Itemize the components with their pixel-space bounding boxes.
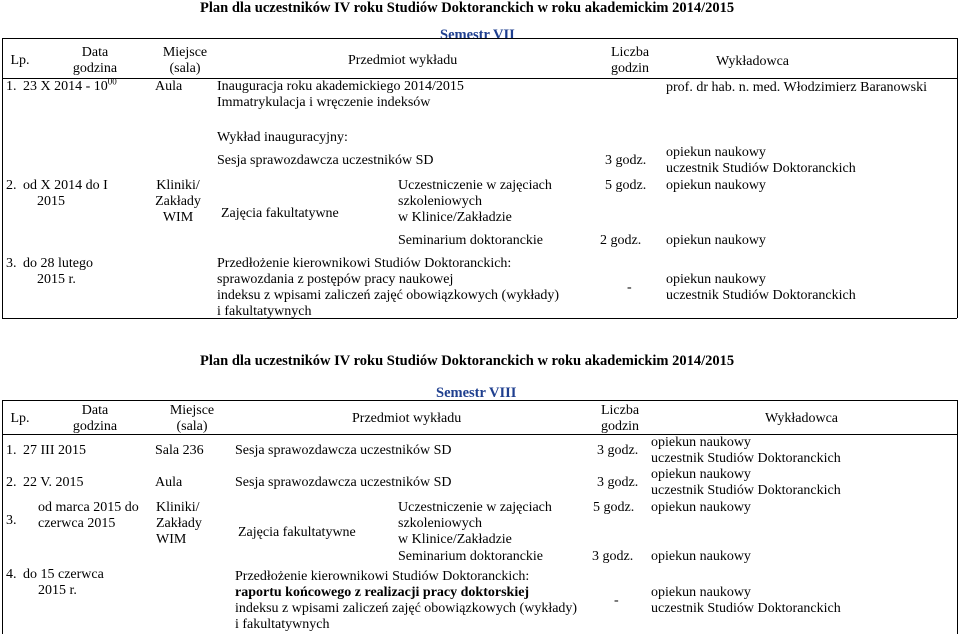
- row2-place-line3: WIM: [162, 210, 194, 225]
- p2-row4-subject-line4: i fakultatywnych: [235, 617, 330, 632]
- table2-border-right: [957, 400, 958, 634]
- row3-date-line1: do 28 lutego: [23, 256, 93, 271]
- row2-seminar: Seminarium doktoranckie: [398, 233, 544, 248]
- row1-subject-line1: Inauguracja roku akademickiego 2014/2015: [217, 79, 464, 94]
- p2-row1-lecturer-1: opiekun naukowy: [651, 435, 751, 450]
- row2-place-line1: Kliniki/: [156, 178, 200, 193]
- p2-row4-lecturer-2: uczestnik Studiów Doktoranckich: [651, 601, 841, 616]
- p2-row1-lecturer-2: uczestnik Studiów Doktoranckich: [651, 451, 841, 466]
- row2-elective: Zajęcia fakultatywne: [221, 206, 339, 221]
- row3-subject-line2: sprawozdania z postępów pracy naukowej: [217, 272, 454, 287]
- table1-border-left: [2, 38, 3, 318]
- p2-row2-lp: 2.: [6, 475, 17, 490]
- header2-godzina: godzina: [72, 419, 118, 434]
- table1-line-header: [2, 78, 957, 79]
- header2-przedmiot: Przedmiot wykładu: [352, 411, 462, 426]
- row3-lecturer-2: uczestnik Studiów Doktoranckich: [666, 288, 856, 303]
- header-miejsce: Miejsce: [162, 45, 208, 60]
- header-godzina: godzina: [72, 61, 118, 76]
- p2-row3-elective: Zajęcia fakultatywne: [238, 525, 356, 540]
- p2-row3-date-line1: od marca 2015 do: [38, 500, 139, 515]
- row2-date-line2: 2015: [37, 194, 65, 209]
- p2-row4-subject-line3: indeksu z wpisami zaliczeń zajęć obowiązkowych (wykłady): [235, 601, 578, 616]
- row1-lp: 1.: [6, 79, 17, 94]
- plan-1-title: Plan dla uczestników IV roku Studiów Doktoranckich w roku akademickim 2014/2015: [200, 0, 735, 16]
- row2-seminar-lecturer: opiekun naukowy: [666, 233, 766, 248]
- row3-lp: 3.: [6, 256, 17, 271]
- table2-line-header: [2, 434, 957, 435]
- p2-row4-date-line2: 2015 r.: [38, 583, 77, 598]
- header-wykladowca: Wykładowca: [716, 54, 790, 69]
- header-liczba: Liczba: [610, 45, 650, 60]
- row1-subject-line2: Immatrykulacja i wręczenie indeksów: [217, 95, 431, 110]
- p2-row3-place-line1: Kliniki/: [156, 500, 200, 515]
- p2-row2-subject: Sesja sprawozdawcza uczestników SD: [235, 475, 452, 490]
- plan-2-semester: Semestr VIII: [436, 385, 517, 401]
- p2-row3-participation-line2: szkoleniowych: [398, 516, 482, 531]
- header2-lp: Lp.: [10, 411, 30, 426]
- header2-godzin: godzin: [600, 419, 640, 434]
- row2-seminar-hours: 2 godz.: [600, 233, 642, 248]
- row2-participation-line3: w Klinice/Zakładzie: [398, 210, 512, 225]
- header2-liczba: Liczba: [600, 403, 640, 418]
- row2-date-line1: od X 2014 do I: [23, 178, 108, 193]
- row2-participation-hours: 5 godz.: [605, 178, 647, 193]
- table2-line-top: [2, 400, 957, 401]
- p2-row3-participation-lecturer: opiekun naukowy: [651, 500, 751, 515]
- p2-row3-place-line3: WIM: [156, 532, 187, 547]
- p2-row2-lecturer-1: opiekun naukowy: [651, 467, 751, 482]
- p2-row4-subject-line1: Przedłożenie kierownikowi Studiów Doktoranckich:: [235, 569, 530, 584]
- header2-wykladowca: Wykładowca: [765, 411, 839, 426]
- p2-row3-seminar: Seminarium doktoranckie: [398, 549, 544, 564]
- p2-row2-hours: 3 godz.: [597, 475, 639, 490]
- plan-2-title: Plan dla uczestników IV roku Studiów Doktoranckich w roku akademickim 2014/2015: [200, 353, 735, 369]
- table1-line-bottom: [2, 318, 957, 319]
- p2-row4-subject-line2: raportu końcowego z realizacji pracy doktorskiej: [235, 585, 530, 600]
- p2-row3-participation-hours: 5 godz.: [593, 500, 635, 515]
- row3-subject-line1: Przedłożenie kierownikowi Studiów Doktoranckich:: [217, 256, 512, 271]
- header-lp: Lp.: [10, 53, 30, 68]
- row2-session-lecturer-2: uczestnik Studiów Doktoranckich: [666, 161, 856, 176]
- header2-data: Data: [81, 403, 109, 418]
- p2-row1-place: Sala 236: [155, 443, 204, 458]
- row2-session: Sesja sprawozdawcza uczestników SD: [217, 153, 434, 168]
- p2-row4-lp: 4.: [6, 567, 17, 582]
- header-sala: (sala): [169, 61, 201, 76]
- p2-row3-seminar-hours: 3 godz.: [592, 549, 634, 564]
- row3-hours: -: [627, 280, 632, 295]
- p2-row3-place-line2: Zakłady: [156, 516, 202, 531]
- p2-row2-date: 22 V. 2015: [23, 475, 84, 490]
- p2-row2-place: Aula: [155, 475, 183, 490]
- p2-row2-lecturer-2: uczestnik Studiów Doktoranckich: [651, 483, 841, 498]
- plan-1-semester: Semestr VII: [440, 27, 515, 43]
- header-godzin: godzin: [610, 61, 650, 76]
- p2-row1-lp: 1.: [6, 443, 17, 458]
- row1-lecturer: prof. dr hab. n. med. Włodzimierz Baranowski: [666, 80, 928, 95]
- row2-participation-line1: Uczestniczenie w zajęciach: [398, 178, 552, 193]
- table1-line-top: [2, 38, 957, 39]
- row3-subject-line3: indeksu z wpisami zaliczeń zajęć obowiązkowych (wykłady): [217, 288, 560, 303]
- header-data: Data: [81, 45, 109, 60]
- p2-row3-participation-line1: Uczestniczenie w zajęciach: [398, 500, 552, 515]
- p2-row3-date-line2: czerwca 2015: [38, 516, 116, 531]
- table1-border-right: [957, 38, 958, 318]
- row2-session-lecturer-1: opiekun naukowy: [666, 145, 766, 160]
- row3-date-line2: 2015 r.: [37, 272, 76, 287]
- row3-lecturer-1: opiekun naukowy: [666, 272, 766, 287]
- header2-miejsce: Miejsce: [169, 403, 215, 418]
- row2-lp: 2.: [6, 178, 17, 193]
- p2-row3-lp: 3.: [6, 513, 17, 528]
- p2-row1-subject: Sesja sprawozdawcza uczestników SD: [235, 443, 452, 458]
- header2-sala: (sala): [176, 419, 208, 434]
- row2-participation-line2: szkoleniowych: [398, 194, 482, 209]
- row1-date-sup: 00: [107, 76, 117, 87]
- p2-row4-date-line1: do 15 czerwca: [23, 567, 104, 582]
- p2-row4-hours: -: [614, 593, 619, 608]
- p2-row3-seminar-lecturer: opiekun naukowy: [651, 549, 751, 564]
- row1-place: Aula: [155, 79, 183, 94]
- row1-date: 23 X $2014 - 10^{00}$: [23, 76, 117, 94]
- p2-row1-hours: 3 godz.: [597, 443, 639, 458]
- row2-lecture-header: Wykład inauguracyjny:: [217, 130, 348, 145]
- row2-place-line2: Zakłady: [155, 194, 201, 209]
- header-przedmiot: Przedmiot wykładu: [348, 53, 458, 68]
- p2-row1-date: 27 III 2015: [23, 443, 86, 458]
- table2-border-left: [2, 400, 3, 634]
- row3-subject-line4: i fakultatywnych: [217, 304, 312, 319]
- p2-row3-participation-line3: w Klinice/Zakładzie: [398, 532, 512, 547]
- row2-session-hours: 3 godz.: [605, 153, 647, 168]
- p2-row4-lecturer-1: opiekun naukowy: [651, 585, 751, 600]
- row2-participation-lecturer: opiekun naukowy: [666, 178, 766, 193]
